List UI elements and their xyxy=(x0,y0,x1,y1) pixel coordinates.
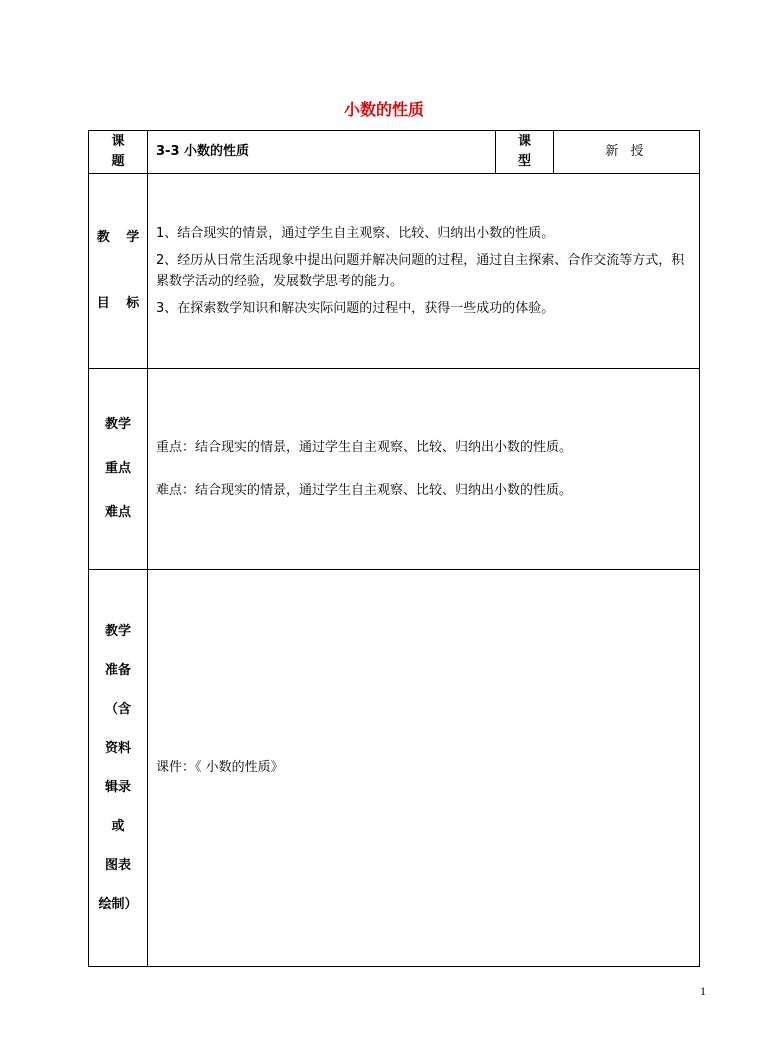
lesson-plan-table xyxy=(88,130,700,967)
topic-label: 课 题 xyxy=(89,131,148,174)
goals-label-line-2: 目 标 xyxy=(96,296,146,311)
key-label-line-3: 难点 xyxy=(104,505,131,520)
key-label-line-2: 重点 xyxy=(104,461,131,476)
preparation-label xyxy=(89,570,148,967)
difficulty-text: 难点：结合现实的情景，通过学生自主观察、比较、归纳出小数的性质。 xyxy=(156,482,573,498)
key-points-label xyxy=(89,369,148,570)
topic-row xyxy=(89,131,700,174)
key-points-row xyxy=(89,369,700,570)
prep-label-line-6: 或 xyxy=(111,818,125,834)
goals-label-line-1: 教 学 xyxy=(96,230,146,245)
prep-label-line-2: 准备 xyxy=(104,662,131,678)
goal-item-3: 3、在探索数学知识和解决实际问题的过程中，获得一些成功的体验。 xyxy=(156,301,555,316)
type-value: 新 授 xyxy=(554,131,700,174)
prep-label-line-3: （含 xyxy=(104,701,131,717)
type-label: 课 型 xyxy=(496,131,554,174)
goals-row xyxy=(89,174,700,369)
goals-content xyxy=(148,174,700,369)
prep-label-line-1: 教学 xyxy=(104,623,131,639)
document-title: 小数的性质 xyxy=(343,100,424,119)
key-points-content xyxy=(148,369,700,570)
key-label-line-1: 教学 xyxy=(104,417,131,432)
page-number: 1 xyxy=(700,984,706,998)
focus-text: 重点：结合现实的情景，通过学生自主观察、比较、归纳出小数的性质。 xyxy=(156,439,573,455)
goal-item-1: 1、结合现实的情景，通过学生自主观察、比较、归纳出小数的性质。 xyxy=(156,226,555,241)
prep-label-line-4: 资料 xyxy=(104,740,131,756)
preparation-content: 课件：《 小数的性质》 xyxy=(148,570,700,967)
preparation-row xyxy=(89,570,700,967)
goal-item-2: 2、经历从日常生活现象中提出问题并解决问题的过程，通过自主探索、合作交流等方式，积累数学活动的经验，发展数学思考的能力。 xyxy=(156,253,685,289)
goals-label xyxy=(89,174,148,369)
topic-value: 3-3 小数的性质 xyxy=(148,131,496,174)
prep-label-line-5: 辑录 xyxy=(104,779,131,795)
prep-label-line-7: 图表 xyxy=(104,857,131,873)
prep-label-line-8: 绘制） xyxy=(98,896,138,912)
